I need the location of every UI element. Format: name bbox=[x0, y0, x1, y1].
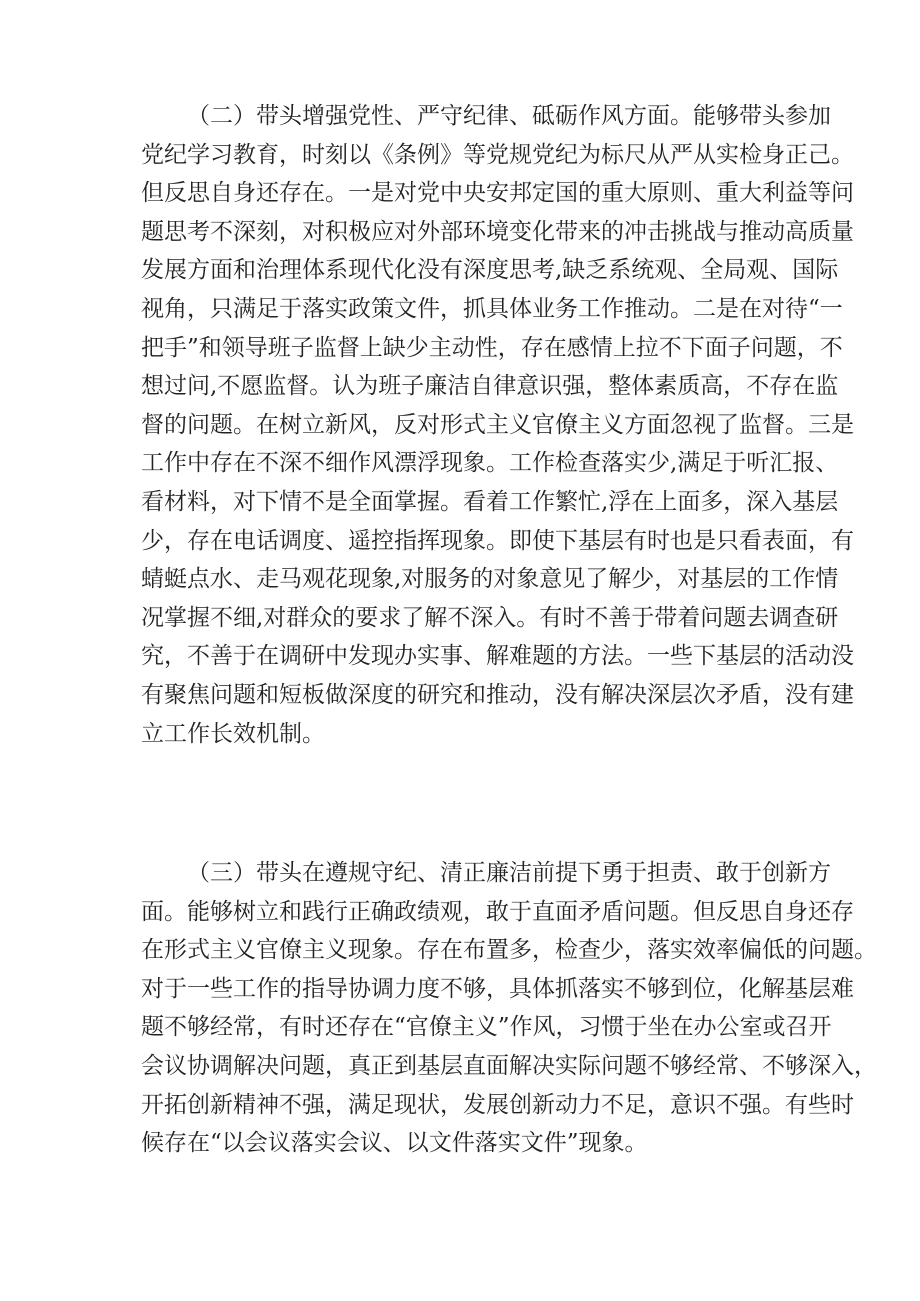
text-line: 面。能够树立和践行正确政绩观，敢于直面矛盾问题。但反思自身还存 bbox=[141, 898, 854, 925]
text-line: 想过问,不愿监督。认为班子廉洁自律意识强，整体素质高，不存在监 bbox=[141, 373, 839, 400]
text-line: 立工作长效机制。 bbox=[141, 720, 325, 747]
text-line: 候存在“以会议落实会议、以文件落实文件”现象。 bbox=[141, 1130, 648, 1157]
text-line: 会议协调解决问题，真正到基层直面解决实际问题不够经常、不够深入， bbox=[141, 1052, 877, 1079]
text-line: 究，不善于在调研中发现办实事、解难题的方法。一些下基层的活动没 bbox=[141, 643, 854, 670]
paragraph-section-three bbox=[141, 854, 877, 1163]
text-line: 发展方面和治理体系现代化没有深度思考,缺乏系统观、全局观、国际 bbox=[141, 257, 839, 284]
text-line: 对于一些工作的指导协调力度不够，具体抓落实不够到位，化解基层难 bbox=[141, 975, 854, 1002]
text-line: 开拓创新精神不强，满足现状，发展创新动力不足，意识不强。有些时 bbox=[141, 1091, 854, 1118]
text-line: 看材料，对下情不是全面掌握。看着工作繁忙,浮在上面多，深入基层 bbox=[141, 488, 839, 515]
text-line: 工作中存在不深不细作风漂浮现象。工作检查落实少,满足于听汇报、 bbox=[141, 450, 839, 477]
text-line: 在形式主义官僚主义现象。存在布置多，检查少，落实效率偏低的问题。 bbox=[141, 937, 877, 964]
text-line: 少，存在电话调度、遥控指挥现象。即使下基层有时也是只看表面，有 bbox=[141, 527, 854, 554]
text-line: 有聚焦问题和短板做深度的研究和推动，没有解决深层次矛盾，没有建 bbox=[141, 681, 854, 708]
text-line: 题不够经常，有时还存在“官僚主义”作风，习惯于坐在办公室或召开 bbox=[141, 1014, 832, 1041]
text-line: 党纪学习教育，时刻以《条例》等党规党纪为标尺从严从实检身正己。 bbox=[141, 141, 854, 168]
text-line: （三）带头在遵规守纪、清正廉洁前提下勇于担责、敢于创新方 bbox=[187, 860, 831, 886]
paragraph-section-two bbox=[141, 97, 854, 753]
text-line: 视角，只满足于落实政策文件，抓具体业务工作推动。二是在对待“一 bbox=[141, 295, 843, 322]
text-line: 但反思自身还存在。一是对党中央安邦定国的重大原则、重大利益等问 bbox=[141, 180, 854, 207]
text-line: 把手”和领导班子监督上缺少主动性，存在感情上拉不下面子问题，不 bbox=[141, 334, 843, 361]
text-line: 督的问题。在树立新风，反对形式主义官僚主义方面忽视了监督。三是 bbox=[141, 411, 854, 438]
text-line: （二）带头增强党性、严守纪律、砥砺作风方面。能够带头参加 bbox=[187, 103, 831, 129]
text-line: 况掌握不细,对群众的要求了解不深入。有时不善于带着问题去调查研 bbox=[141, 604, 839, 631]
text-line: 蜻蜓点水、走马观花现象,对服务的对象意见了解少，对基层的工作情 bbox=[141, 566, 839, 593]
text-line: 题思考不深刻，对积极应对外部环境变化带来的冲击挑战与推动高质量 bbox=[141, 218, 854, 245]
